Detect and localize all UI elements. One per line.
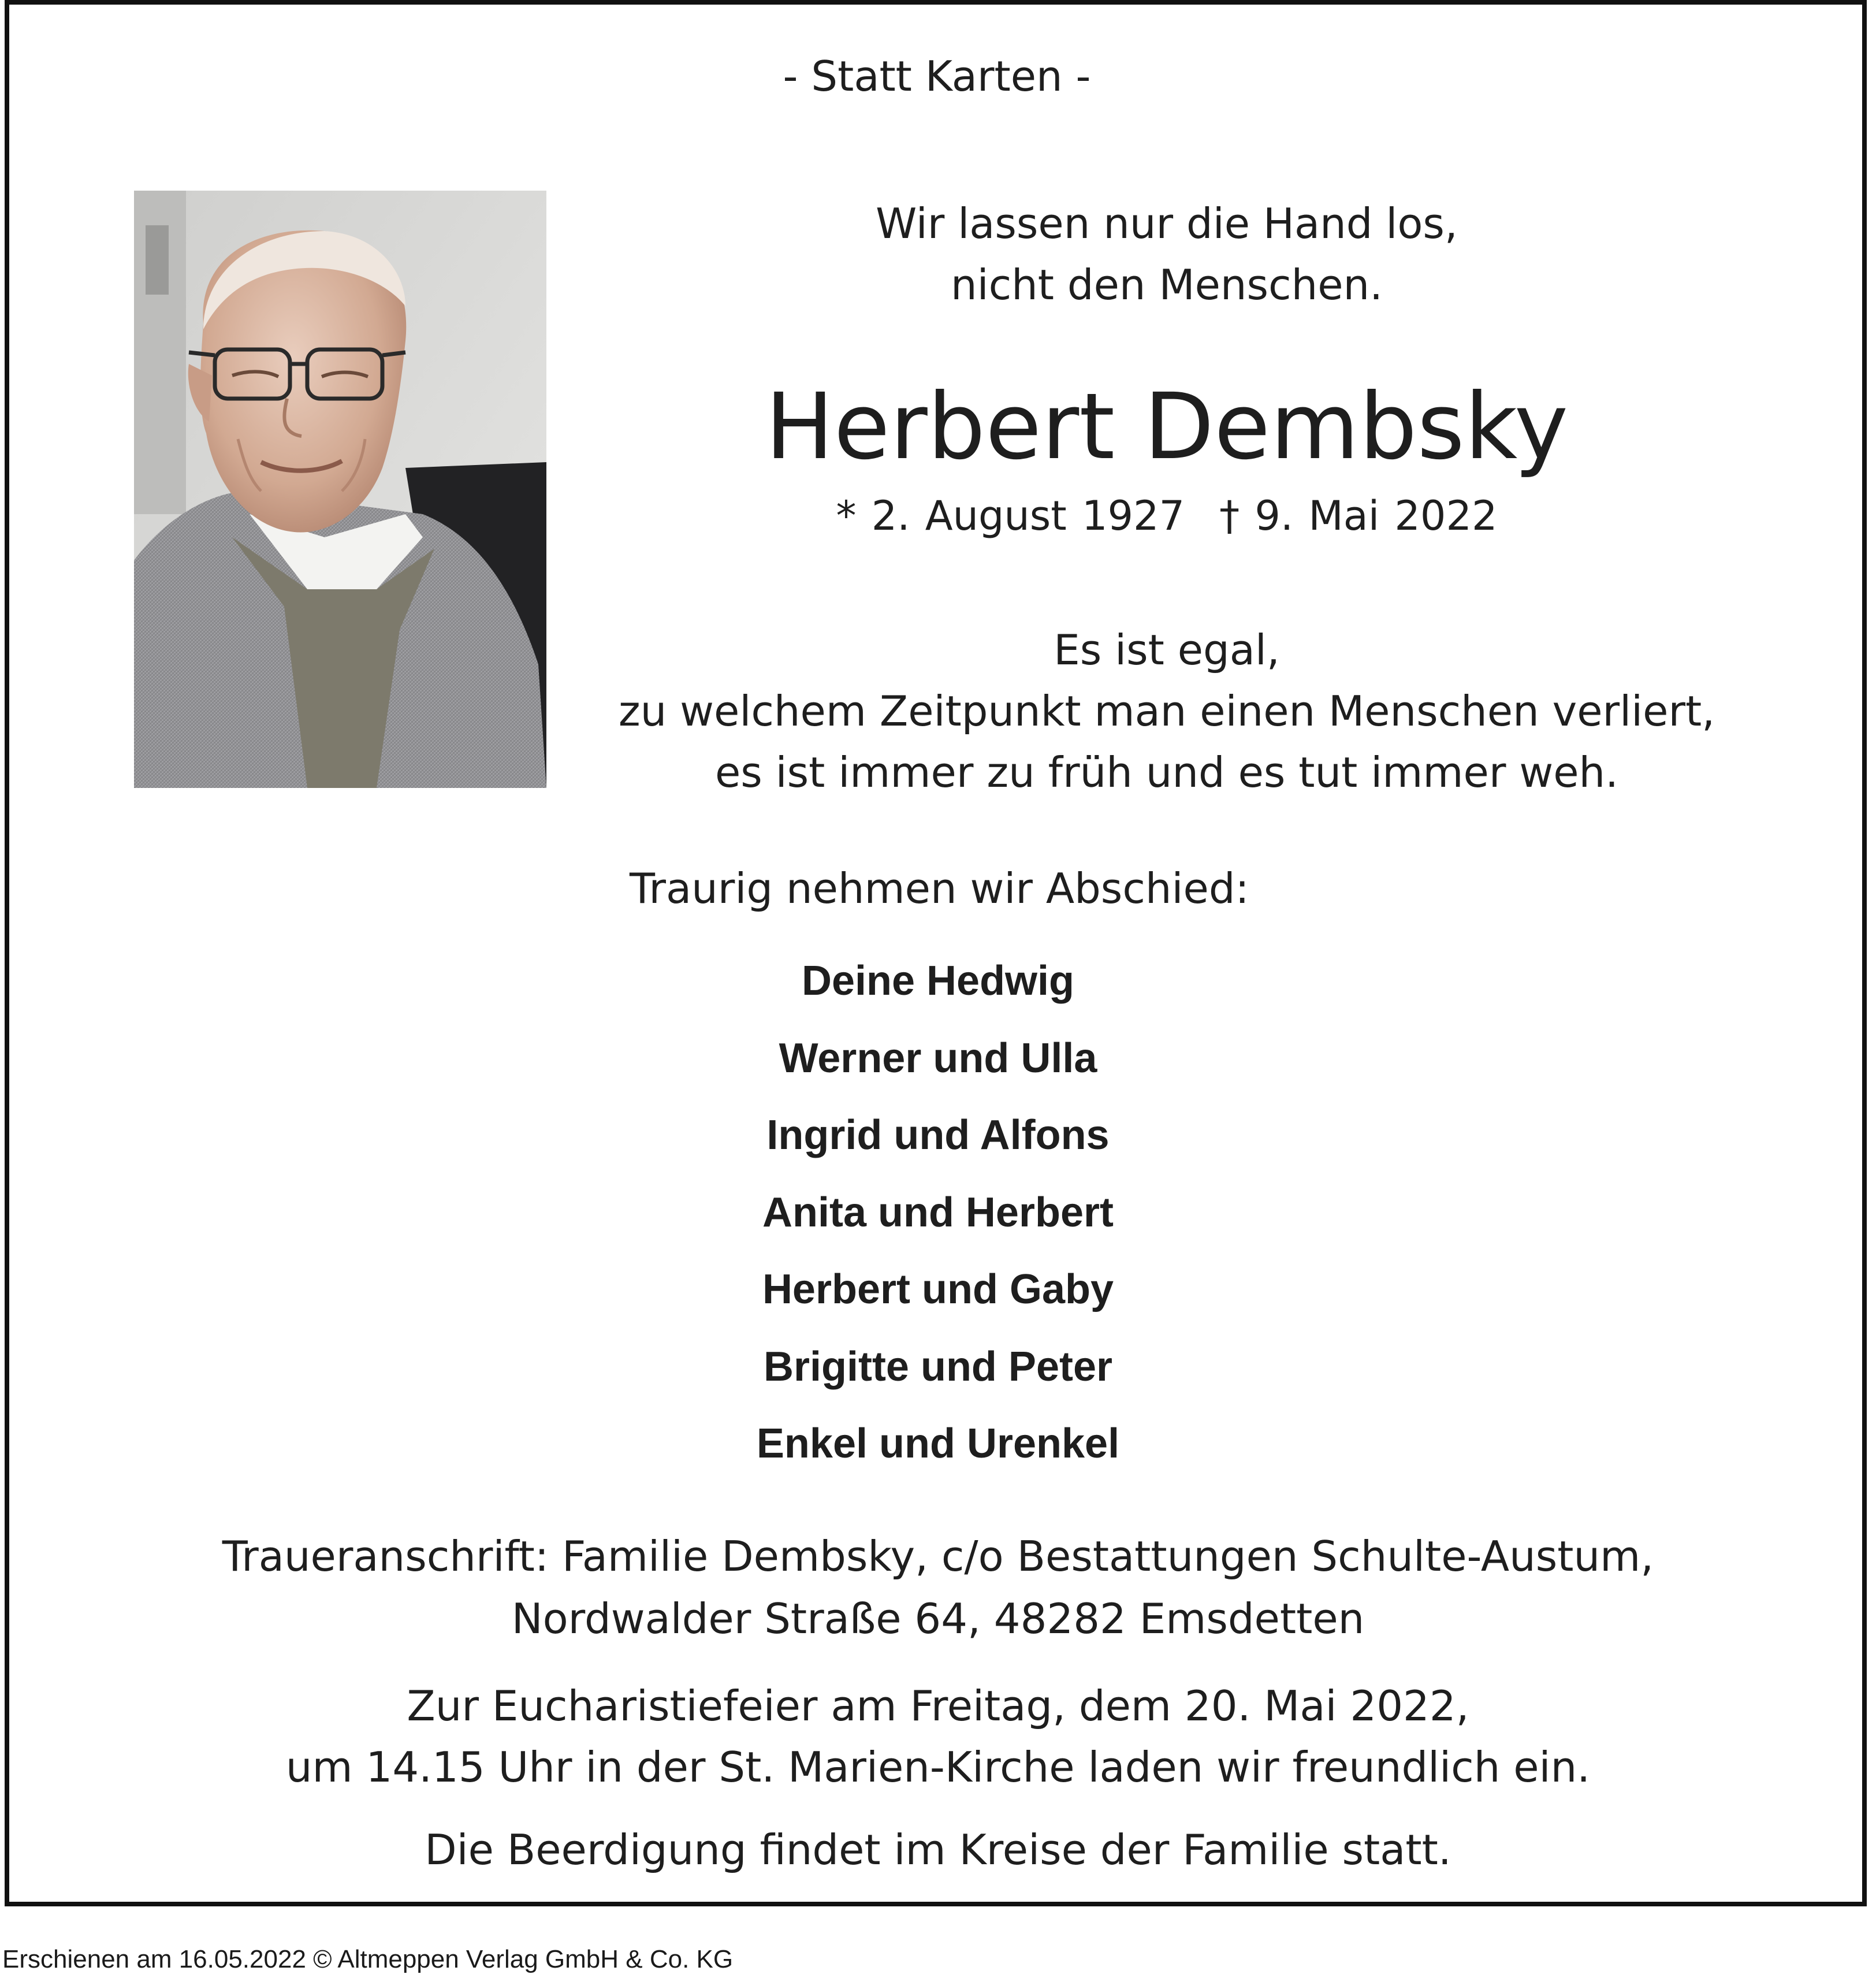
mourner-name: Brigitte und Peter	[763, 1343, 1113, 1390]
memorial-quote-line: Es ist egal,	[1054, 626, 1280, 674]
opening-quote-line: nicht den Menschen.	[950, 261, 1383, 309]
mourner-name: Deine Hedwig	[801, 958, 1075, 1004]
burial-note: Die Beerdigung findet im Kreise der Familie statt.	[425, 1825, 1451, 1874]
mourner-name: Herbert und Gaby	[762, 1266, 1114, 1313]
service-line: Zur Eucharistiefeier am Freitag, dem 20. Mai 2022,	[407, 1682, 1469, 1730]
mourning-address	[173, 1525, 1703, 1650]
life-dates	[693, 492, 1640, 540]
birth-date: * 2. August 1927	[836, 492, 1185, 540]
address-line: Traueranschrift: Familie Dembsky, c/o Bestattungen Schulte-Austum,	[222, 1532, 1654, 1581]
opening-quote	[693, 193, 1640, 315]
mourner-name: Ingrid und Alfons	[766, 1112, 1110, 1158]
mourner-list	[649, 943, 1227, 1483]
farewell-intro: Traurig nehmen wir Abschied:	[630, 864, 1249, 913]
deceased-name: Herbert Dembsky	[765, 374, 1569, 480]
mourner-name: Enkel und Urenkel	[756, 1421, 1120, 1467]
portrait-photo	[134, 191, 546, 788]
service-invitation	[173, 1675, 1703, 1798]
mourner-name: Werner und Ulla	[779, 1035, 1097, 1081]
service-line: um 14.15 Uhr in der St. Marien-Kirche laden wir freundlich ein.	[285, 1743, 1591, 1791]
memorial-quote-line: es ist immer zu früh und es tut immer weh.	[714, 748, 1619, 797]
publication-footer: Erschienen am 16.05.2022 © Altmeppen Verlag GmbH & Co. KG	[2, 1945, 734, 1973]
memorial-quote-line: zu welchem Zeitpunkt man einen Menschen verliert,	[618, 687, 1715, 735]
address-line: Nordwalder Straße 64, 48282 Emsdetten	[511, 1594, 1365, 1643]
opening-quote-line: Wir lassen nur die Hand los,	[876, 199, 1458, 248]
memorial-quote	[578, 619, 1756, 803]
death-date: † 9. Mai 2022	[1219, 492, 1498, 540]
statt-karten-note: - Statt Karten -	[783, 52, 1091, 101]
mourner-name: Anita und Herbert	[762, 1189, 1114, 1236]
